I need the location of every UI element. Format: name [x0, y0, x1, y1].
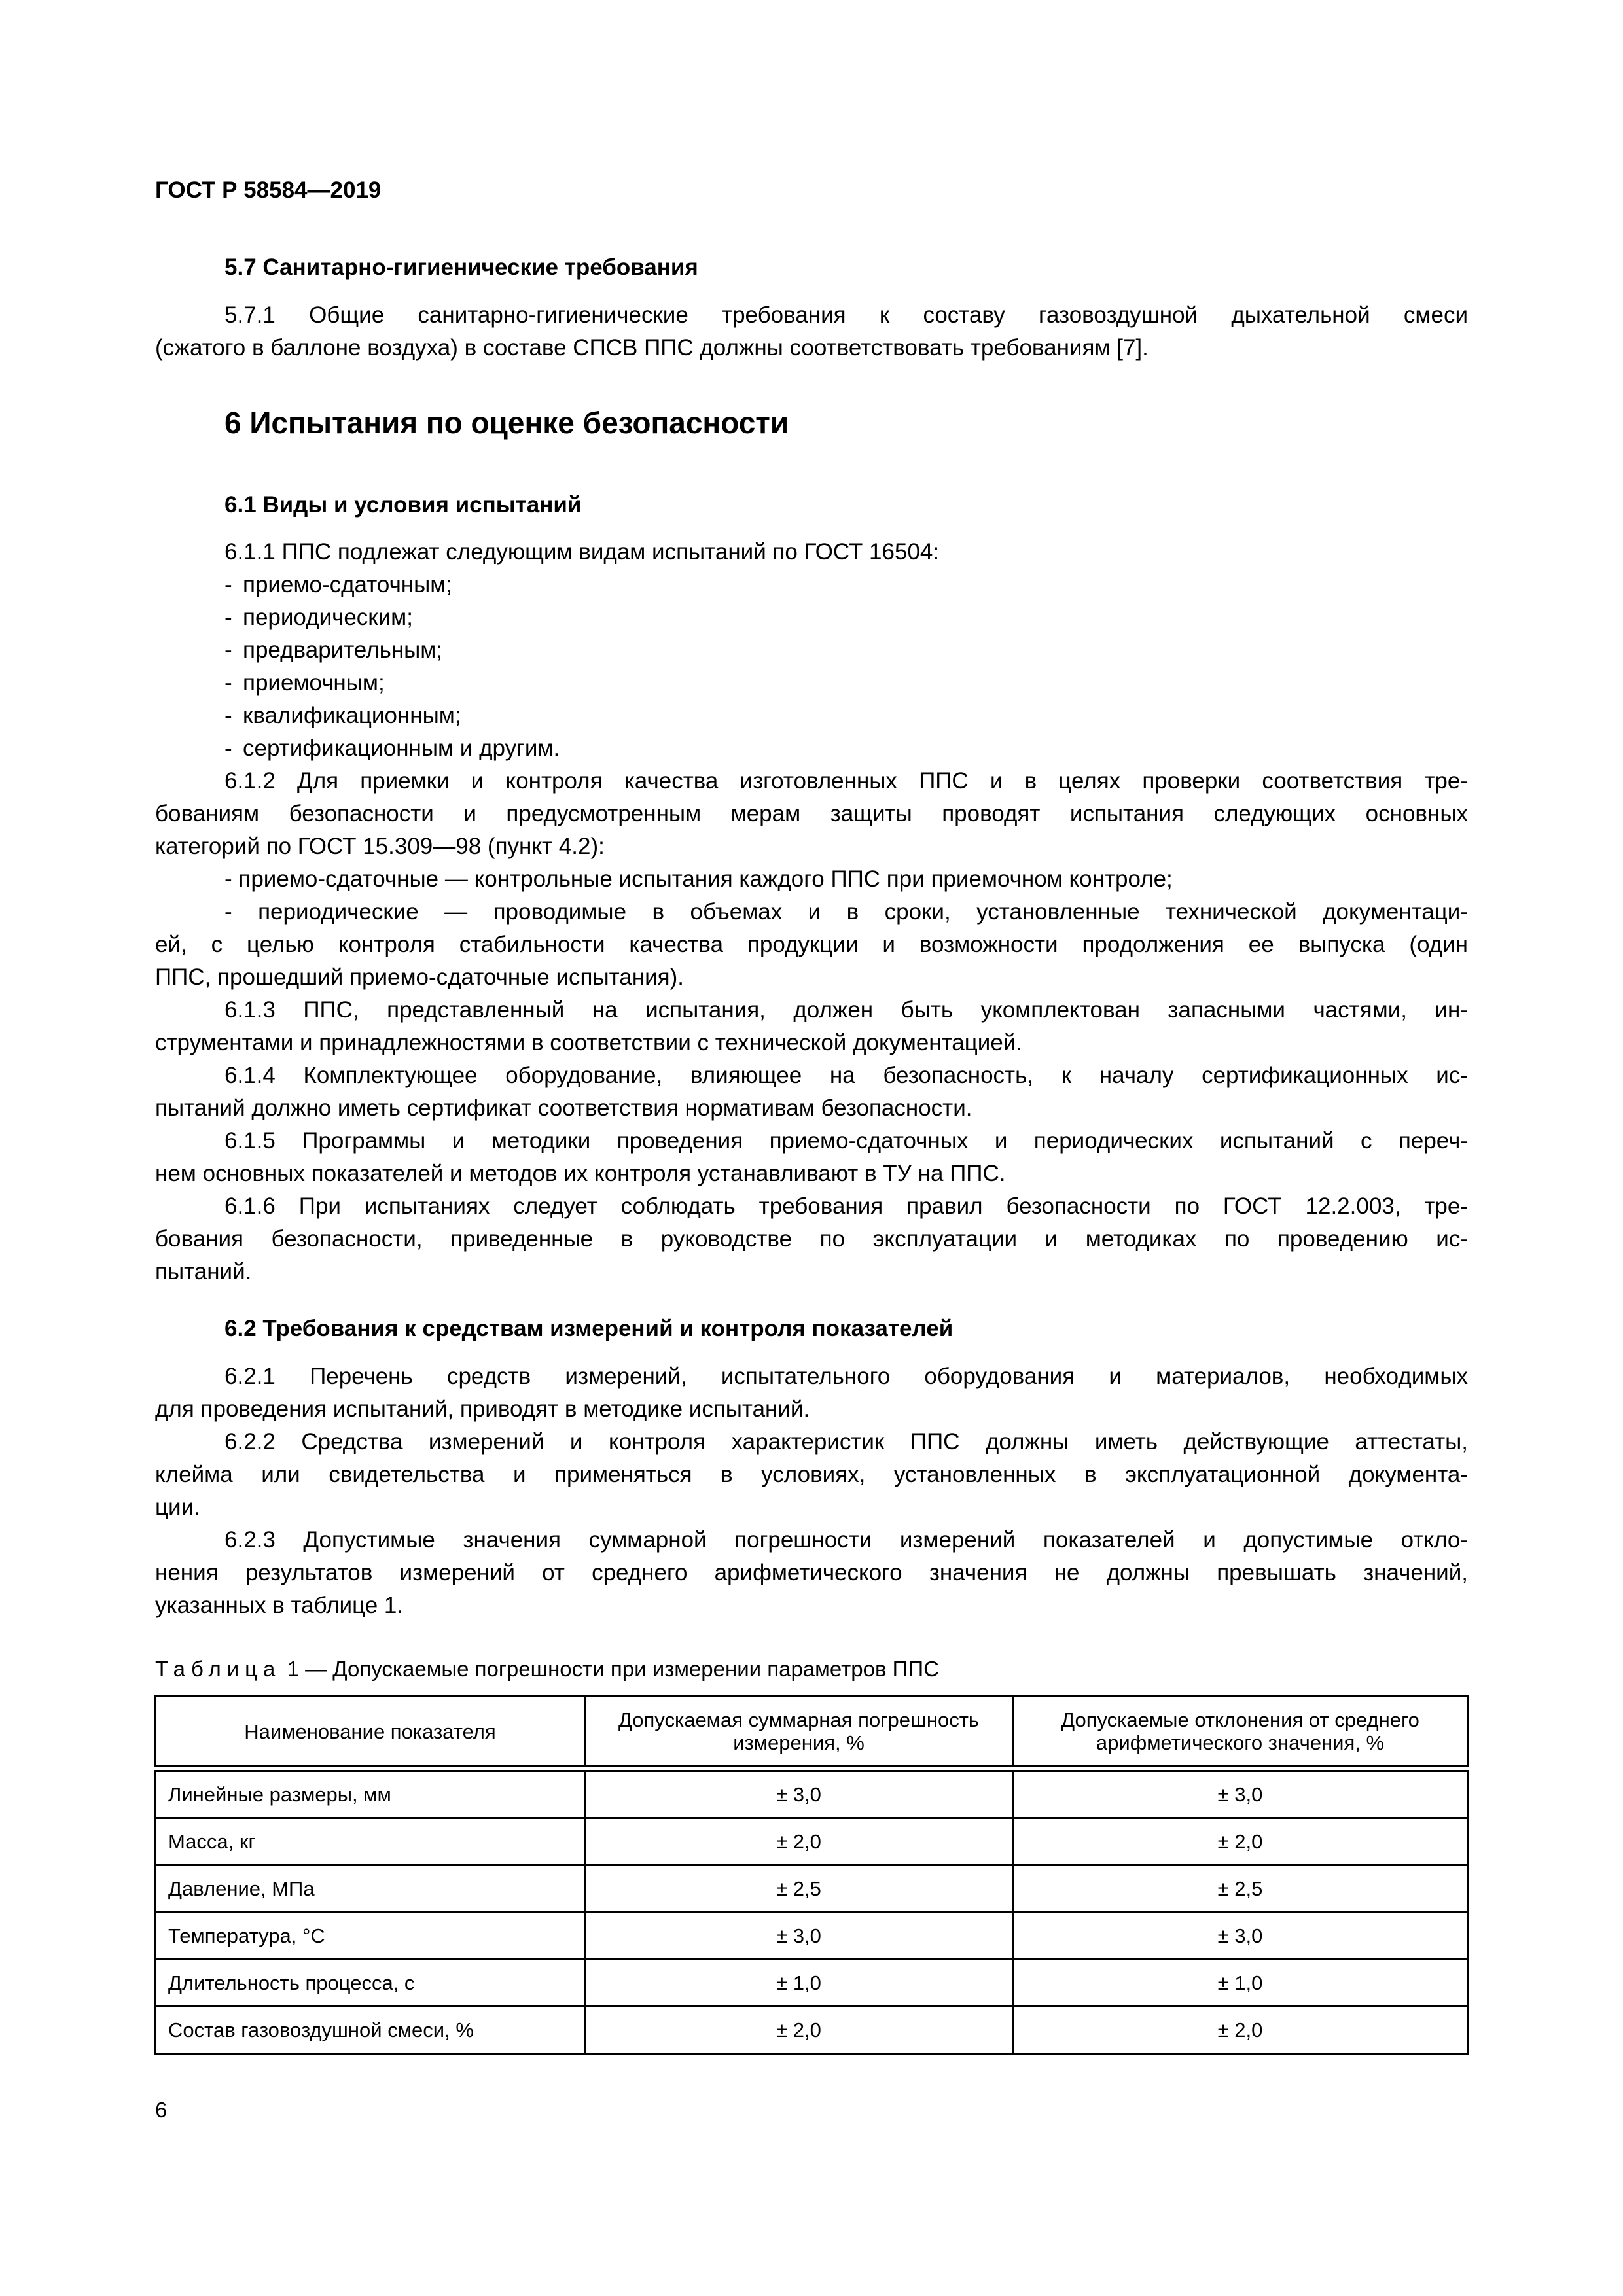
- cell-indicator: Длительность процесса, с: [156, 1960, 585, 2007]
- table-header-row: [156, 1697, 1468, 1769]
- text-line: 6.2.2 Средства измерений и контроля характеристик ППС должны иметь действующие аттестаты,: [224, 1429, 1468, 1455]
- text-line: ции.: [155, 1494, 200, 1520]
- list-item: [155, 667, 1468, 699]
- table-row: [156, 1865, 1468, 1913]
- dash-bullet: -: [224, 735, 232, 761]
- list-item: [155, 699, 1468, 732]
- cell-indicator: Состав газовоздушной смеси, %: [156, 2007, 585, 2055]
- text-line: 5.7.1 Общие санитарно-гигиенические требования к составу газовоздушной дыхательной смеси: [224, 302, 1468, 328]
- text-line: клейма или свидетельства и применяться в условиях, установленных в эксплуатационной документа-: [155, 1462, 1468, 1487]
- list-item-text: приемо-сдаточным;: [243, 572, 453, 597]
- table-row: [156, 1818, 1468, 1865]
- text-line: указанных в таблице 1.: [155, 1593, 404, 1618]
- table-caption-label: Таблица: [155, 1657, 281, 1681]
- table-row: [156, 1960, 1468, 2007]
- text-line: - периодические — проводимые в объемах и в сроки, установленные технической документаци-: [224, 899, 1468, 925]
- table-caption-text: — Допускаемые погрешности при измерении параметров ППС: [305, 1657, 939, 1681]
- list-item-text: предварительным;: [243, 637, 443, 663]
- cell-deviation: ± 2,0: [1013, 2007, 1468, 2055]
- text-line: пытаний должно иметь сертификат соответствия нормативам безопасности.: [155, 1095, 972, 1121]
- cell-total-error: ± 2,0: [585, 2007, 1013, 2055]
- paragraph-5-7-1: [155, 299, 1468, 364]
- cell-deviation: ± 1,0: [1013, 1960, 1468, 2007]
- list-item: [155, 634, 1468, 667]
- dash-bullet: -: [224, 670, 232, 696]
- column-header-deviation: Допускаемые отклонения от среднего арифметического значения, %: [1013, 1697, 1468, 1769]
- dash-bullet: -: [224, 572, 232, 597]
- dash-bullet: -: [224, 605, 232, 630]
- heading-6-1: 6.1 Виды и условия испытаний: [224, 492, 582, 518]
- cell-total-error: ± 2,0: [585, 1818, 1013, 1865]
- text-line: нения результатов измерений от среднего арифметического значения не должны превышать значений,: [155, 1560, 1468, 1585]
- table-measurement-errors: [154, 1695, 1469, 2055]
- text-line: 6.2.1 Перечень средств измерений, испытательного оборудования и материалов, необходимых: [224, 1364, 1468, 1389]
- text-line: 6.1.6 При испытаниях следует соблюдать требования правил безопасности по ГОСТ 12.2.003, тре-: [224, 1193, 1468, 1219]
- heading-5-7: 5.7 Санитарно-гигиенические требования: [224, 255, 698, 280]
- column-header-total-error: Допускаемая суммарная погрешность измерения, %: [585, 1697, 1013, 1769]
- text-line: 6.1.5 Программы и методики проведения приемо-сдаточных и периодических испытаний с переч-: [224, 1128, 1468, 1154]
- cell-total-error: ± 2,5: [585, 1865, 1013, 1913]
- list-item: [155, 601, 1468, 634]
- text-line: 6.1.3 ППС, представленный на испытания, должен быть укомплектован запасными частями, ин-: [224, 997, 1468, 1023]
- heading-6-2: 6.2 Требования к средствам измерений и контроля показателей: [224, 1316, 954, 1341]
- cell-total-error: ± 3,0: [585, 1913, 1013, 1960]
- dash-bullet: -: [224, 703, 232, 728]
- text-line: бованиям безопасности и предусмотренным мерам защиты проводят испытания следующих основных: [155, 801, 1468, 826]
- text-line: категорий по ГОСТ 15.309—98 (пункт 4.2):: [155, 834, 605, 859]
- list-item-text: квалификационным;: [243, 703, 461, 728]
- text-line: пытаний.: [155, 1259, 252, 1284]
- list-item-text: приемочным;: [243, 670, 385, 696]
- table-caption-number: 1: [287, 1657, 299, 1681]
- dash-bullet: -: [224, 637, 232, 663]
- cell-indicator: Температура, °С: [156, 1913, 585, 1960]
- list-item-text: сертификационным и другим.: [243, 735, 560, 761]
- text-line: (сжатого в баллоне воздуха) в составе СПСВ ППС должны соответствовать требованиям [7].: [155, 335, 1149, 361]
- cell-total-error: ± 1,0: [585, 1960, 1013, 2007]
- column-header-indicator: Наименование показателя: [156, 1697, 585, 1769]
- cell-indicator: Давление, МПа: [156, 1865, 585, 1913]
- section-6-2-body: [155, 1360, 1468, 1622]
- heading-section-6: 6 Испытания по оценке безопасности: [224, 406, 789, 440]
- cell-total-error: ± 3,0: [585, 1769, 1013, 1818]
- text-line: бования безопасности, приведенные в руководстве по эксплуатации и методиках по проведению ис-: [155, 1226, 1468, 1252]
- list-item: [155, 732, 1468, 765]
- text-line: струментами и принадлежностями в соответствии с технической документацией.: [155, 1030, 1023, 1055]
- text-line: 6.1.2 Для приемки и контроля качества изготовленных ППС и в целях проверки соответствия тре-: [224, 768, 1468, 794]
- text-line: для проведения испытаний, приводят в методике испытаний.: [155, 1396, 810, 1422]
- document-header: ГОСТ Р 58584—2019: [155, 177, 382, 203]
- cell-deviation: ± 2,5: [1013, 1865, 1468, 1913]
- text-line: 6.2.3 Допустимые значения суммарной погрешности измерений показателей и допустимые откло-: [224, 1527, 1468, 1553]
- cell-indicator: Линейные размеры, мм: [156, 1769, 585, 1818]
- text-line: ей, с целью контроля стабильности качества продукции и возможности продолжения ее выпуска (один: [155, 932, 1468, 957]
- cell-deviation: ± 3,0: [1013, 1913, 1468, 1960]
- text-line: ППС, прошедший приемо-сдаточные испытания).: [155, 964, 684, 990]
- cell-deviation: ± 3,0: [1013, 1769, 1468, 1818]
- paragraph-6-1-1: 6.1.1 ППС подлежат следующим видам испытаний по ГОСТ 16504:: [224, 539, 940, 565]
- table-caption: [155, 1656, 939, 1682]
- page-number: 6: [155, 2098, 168, 2122]
- table-row: [156, 2007, 1468, 2055]
- section-6-1-body: [155, 536, 1468, 1288]
- text-line: - приемо-сдаточные — контрольные испытания каждого ППС при приемочном контроле;: [224, 866, 1173, 892]
- text-line: нем основных показателей и методов их контроля устанавливают в ТУ на ППС.: [155, 1161, 1006, 1186]
- list-item: [155, 569, 1468, 601]
- table-row: [156, 1769, 1468, 1818]
- table-row: [156, 1913, 1468, 1960]
- cell-deviation: ± 2,0: [1013, 1818, 1468, 1865]
- list-item-text: периодическим;: [243, 605, 413, 630]
- text-line: 6.1.4 Комплектующее оборудование, влияющее на безопасность, к началу сертификационных ис-: [224, 1063, 1468, 1088]
- cell-indicator: Масса, кг: [156, 1818, 585, 1865]
